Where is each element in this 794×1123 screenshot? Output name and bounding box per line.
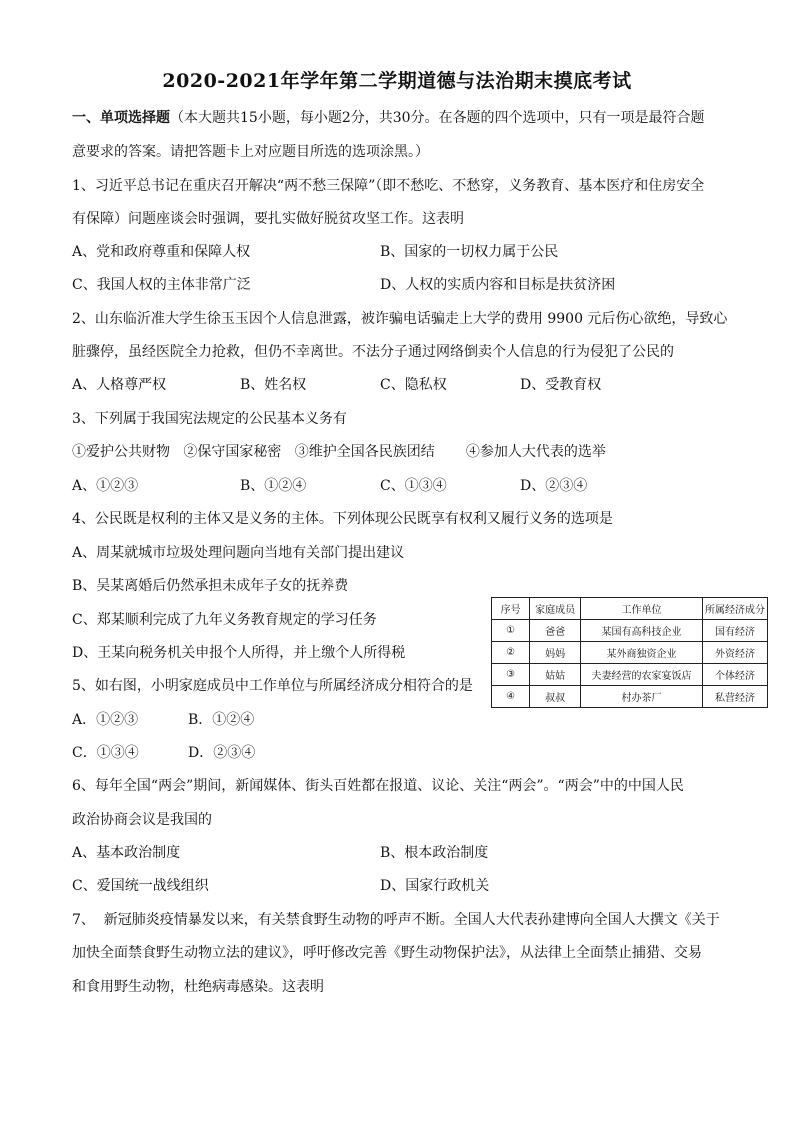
table-cell: 叔叔: [530, 686, 581, 708]
table-cell: ③: [492, 664, 530, 686]
table-row: [492, 642, 768, 664]
table-row: [492, 686, 768, 708]
q2-stem-2: 脏骤停，虽经医院全力抢救，但仍不幸离世。不法分子通过网络倒卖个人信息的行为侵犯了公民的: [72, 344, 674, 360]
section-desc-1: （本大题共15小题，每小题2分，共30分。在各题的四个选项中，只有一项是最符合题: [170, 110, 705, 126]
section-intro: [72, 108, 732, 128]
q3-option-a: A、①②③: [72, 478, 139, 494]
table-cell: 夫妻经营的农家宴饭店: [580, 664, 702, 686]
q6-stem-2: 政治协商会议是我国的: [72, 812, 212, 828]
q1-option-d: D、人权的实质内容和目标是扶贫济困: [380, 277, 616, 293]
q1-stem-1: 1、习近平总书记在重庆召开解决“两不愁三保障”（即不愁吃、不愁穿，义务教育、基本医疗和住房安全: [72, 178, 705, 194]
q5-option-d: D．②③④: [188, 745, 256, 761]
table-cell: 国有经济: [703, 620, 768, 642]
q7-stem-3: 和食用野生动物，杜绝病毒感染。这表明: [72, 979, 324, 995]
q5-option-b: B．①②④: [188, 712, 255, 728]
q6-option-a: A、基本政治制度: [72, 845, 181, 861]
table-header-cell: 工作单位: [580, 598, 702, 620]
q3-stem: 3、下列属于我国宪法规定的公民基本义务有: [72, 411, 347, 427]
table-row: [492, 620, 768, 642]
table-cell: 某外商独资企业: [580, 642, 702, 664]
q4-option-b: B、吴某离婚后仍然承担未成年子女的抚养费: [72, 578, 349, 594]
q5-stem: 5、如右图，小明家庭成员中工作单位与所属经济成分相符合的是: [72, 678, 473, 694]
table-cell: 姑姑: [530, 664, 581, 686]
table-cell: 私营经济: [703, 686, 768, 708]
table-cell: ①: [492, 620, 530, 642]
q1-option-b: B、国家的一切权力属于公民: [380, 244, 559, 260]
q7-stem-2: 加快全面禁食野生动物立法的建议》，呼吁修改完善《野生动物保护法》，从法律上全面禁止捕猎、交易: [72, 945, 702, 961]
q4-stem: 4、公民既是权利的主体又是义务的主体。下列体现公民既享有权利又履行义务的选项是: [72, 511, 613, 527]
table-cell: ④: [492, 686, 530, 708]
q6-option-c: C、爱国统一战线组织: [72, 878, 209, 894]
q4-option-d: D、王某向税务机关申报个人所得，并上缴个人所得税: [72, 645, 406, 661]
q5-option-c: C．①③④: [72, 745, 139, 761]
q4-option-c: C、郑某顺利完成了九年义务教育规定的学习任务: [72, 612, 377, 628]
q2-option-a: A、人格尊严权: [72, 377, 167, 393]
q1-option-c: C、我国人权的主体非常广泛: [72, 277, 251, 293]
q3-option-c: C、①③④: [380, 478, 447, 494]
q3-items: ①爱护公共财物 ②保守国家秘密 ③维护全国各民族团结 ④参加人大代表的选举: [72, 444, 606, 460]
table-header-row: [492, 598, 768, 620]
q7-stem-1: 7、 新冠肺炎疫情暴发以来，有关禁食野生动物的呼声不断。全国人大代表孙建博向全国人大撰文《关于: [72, 912, 720, 928]
table-cell: 某国有高科技企业: [580, 620, 702, 642]
q2-option-c: C、隐私权: [380, 377, 447, 393]
table-header-cell: 所属经济成分: [703, 598, 768, 620]
q6-stem-1: 6、每年全国“两会”期间，新闻媒体、街头百姓都在报道、议论、关注“两会”。“两会”中的中国人民: [72, 778, 684, 794]
table-cell: ②: [492, 642, 530, 664]
q2-option-d: D、受教育权: [520, 377, 602, 393]
q1-stem-2: 有保障）问题座谈会时强调，要扎实做好脱贫攻坚工作。这表明: [72, 211, 464, 227]
q1-option-a: A、党和政府尊重和保障人权: [72, 244, 251, 260]
q6-option-b: B、根本政治制度: [380, 845, 489, 861]
section-heading: 一、单项选择题: [72, 110, 170, 126]
table-header-cell: 家庭成员: [530, 598, 581, 620]
table-cell: 爸爸: [530, 620, 581, 642]
page-title: 2020-2021年学年第二学期道德与法治期末摸底考试: [162, 70, 632, 92]
table-cell: 外资经济: [703, 642, 768, 664]
q4-option-a: A、周某就城市垃圾处理问题向当地有关部门提出建议: [72, 545, 405, 561]
table-cell: 妈妈: [530, 642, 581, 664]
table-cell: 个体经济: [703, 664, 768, 686]
table-cell: 村办茶厂: [580, 686, 702, 708]
q2-stem-1: 2、山东临沂准大学生徐玉玉因个人信息泄露，被诈骗电话骗走上大学的费用 9900 元后伤心欲绝，导致心: [72, 311, 728, 327]
section-desc-2: 意要求的答案。请把答题卡上对应题目所选的选项涂黑。）: [72, 144, 429, 160]
q2-option-b: B、姓名权: [240, 377, 307, 393]
table-header-cell: 序号: [492, 598, 530, 620]
q5-option-a: A．①②③: [72, 712, 139, 728]
q3-option-b: B、①②④: [240, 478, 307, 494]
table-row: [492, 664, 768, 686]
q6-option-d: D、国家行政机关: [380, 878, 490, 894]
family-economy-table: [491, 597, 768, 708]
q3-option-d: D、②③④: [520, 478, 588, 494]
